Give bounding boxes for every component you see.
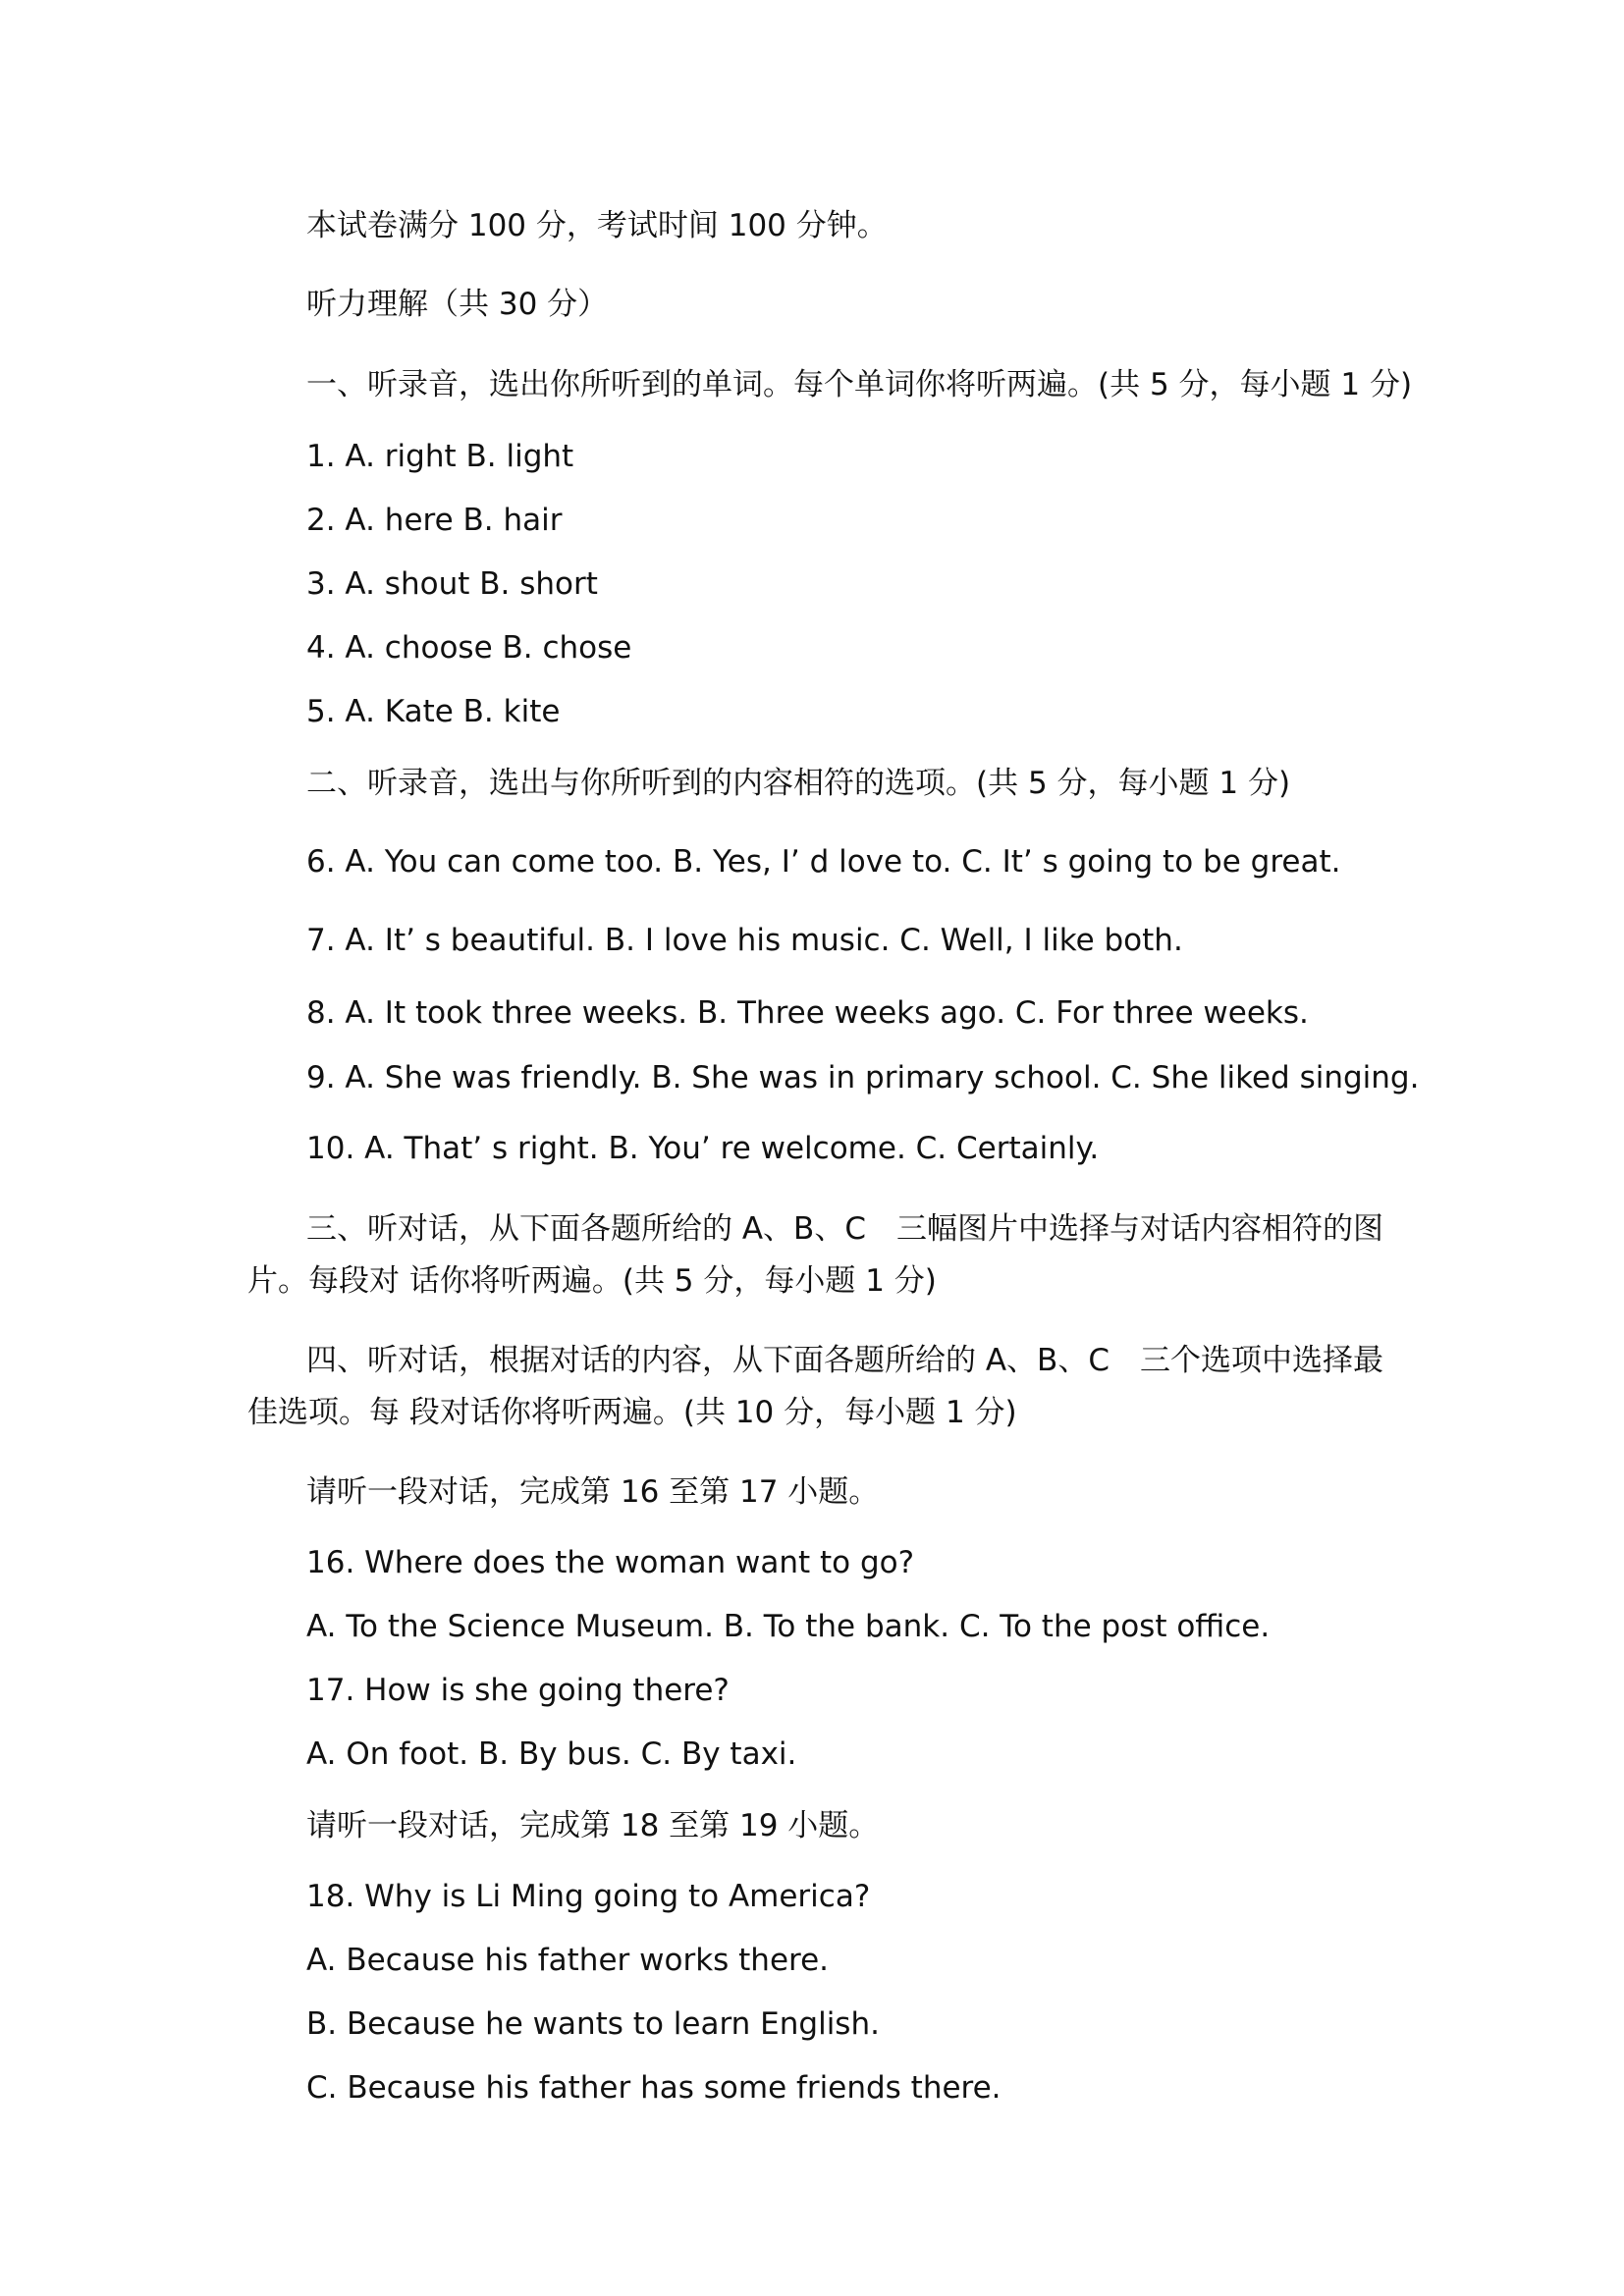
question-16-options: A. To the Science Museum. B. To the bank. C. To the post office.: [306, 1609, 1271, 1644]
section2-item-8: 8. A. It took three weeks. B. Three weeks ago. C. For three weeks.: [306, 995, 1309, 1031]
section2-heading: 二、听录音，选出与你所听到的内容相符的选项。(共 5 分，每小题 1 分): [306, 766, 1291, 801]
question-18: 18. Why is Li Ming going to America?: [306, 1879, 871, 1914]
question-17: 17. How is she going there?: [306, 1673, 730, 1708]
section2-item-6: 6. A. You can come too. B. Yes, I’ d love to. C. It’ s going to be great.: [306, 844, 1341, 880]
exam-intro: 本试卷满分 100 分，考试时间 100 分钟。: [306, 208, 888, 243]
question-18-option-c: C. Because his father has some friends there.: [306, 2070, 1001, 2106]
section1-heading: 一、听录音，选出你所听到的单词。每个单词你将听两遍。(共 5 分，每小题 1 分): [306, 367, 1413, 402]
question-18-option-b: B. Because he wants to learn English.: [306, 2006, 880, 2042]
section1-item-3: 3. A. shout B. short: [306, 566, 598, 602]
section2-item-10: 10. A. That’ s right. B. You’ re welcome. C. Certainly.: [306, 1131, 1100, 1166]
section1-item-4: 4. A. choose B. chose: [306, 630, 632, 666]
question-18-option-a: A. Because his father works there.: [306, 1943, 830, 1978]
section1-item-1: 1. A. right B. light: [306, 439, 574, 474]
listening-title: 听力理解（共 30 分）: [306, 287, 609, 322]
section1-item-2: 2. A. here B. hair: [306, 503, 563, 538]
section2-item-9: 9. A. She was friendly. B. She was in primary school. C. She liked singing.: [306, 1060, 1420, 1095]
question-16: 16. Where does the woman want to go?: [306, 1545, 915, 1580]
dialogue2-instruction: 请听一段对话，完成第 18 至第 19 小题。: [306, 1808, 880, 1843]
dialogue1-instruction: 请听一段对话，完成第 16 至第 17 小题。: [306, 1474, 880, 1510]
question-17-options: A. On foot. B. By bus. C. By taxi.: [306, 1736, 797, 1772]
section2-item-7: 7. A. It’ s beautiful. B. I love his music. C. Well, I like both.: [306, 923, 1183, 958]
section1-item-5: 5. A. Kate B. kite: [306, 694, 561, 729]
section4-heading: 四、听对话，根据对话的内容，从下面各题所给的 A、B、C 三个选项中选择最佳选项。每 段对话你将听两遍。(共 10 分，每小题 1 分): [247, 1343, 1383, 1430]
section3-heading: 三、听对话，从下面各题所给的 A、B、C 三幅图片中选择与对话内容相符的图片。每段对 话你将听两遍。(共 5 分，每小题 1 分): [247, 1211, 1383, 1299]
